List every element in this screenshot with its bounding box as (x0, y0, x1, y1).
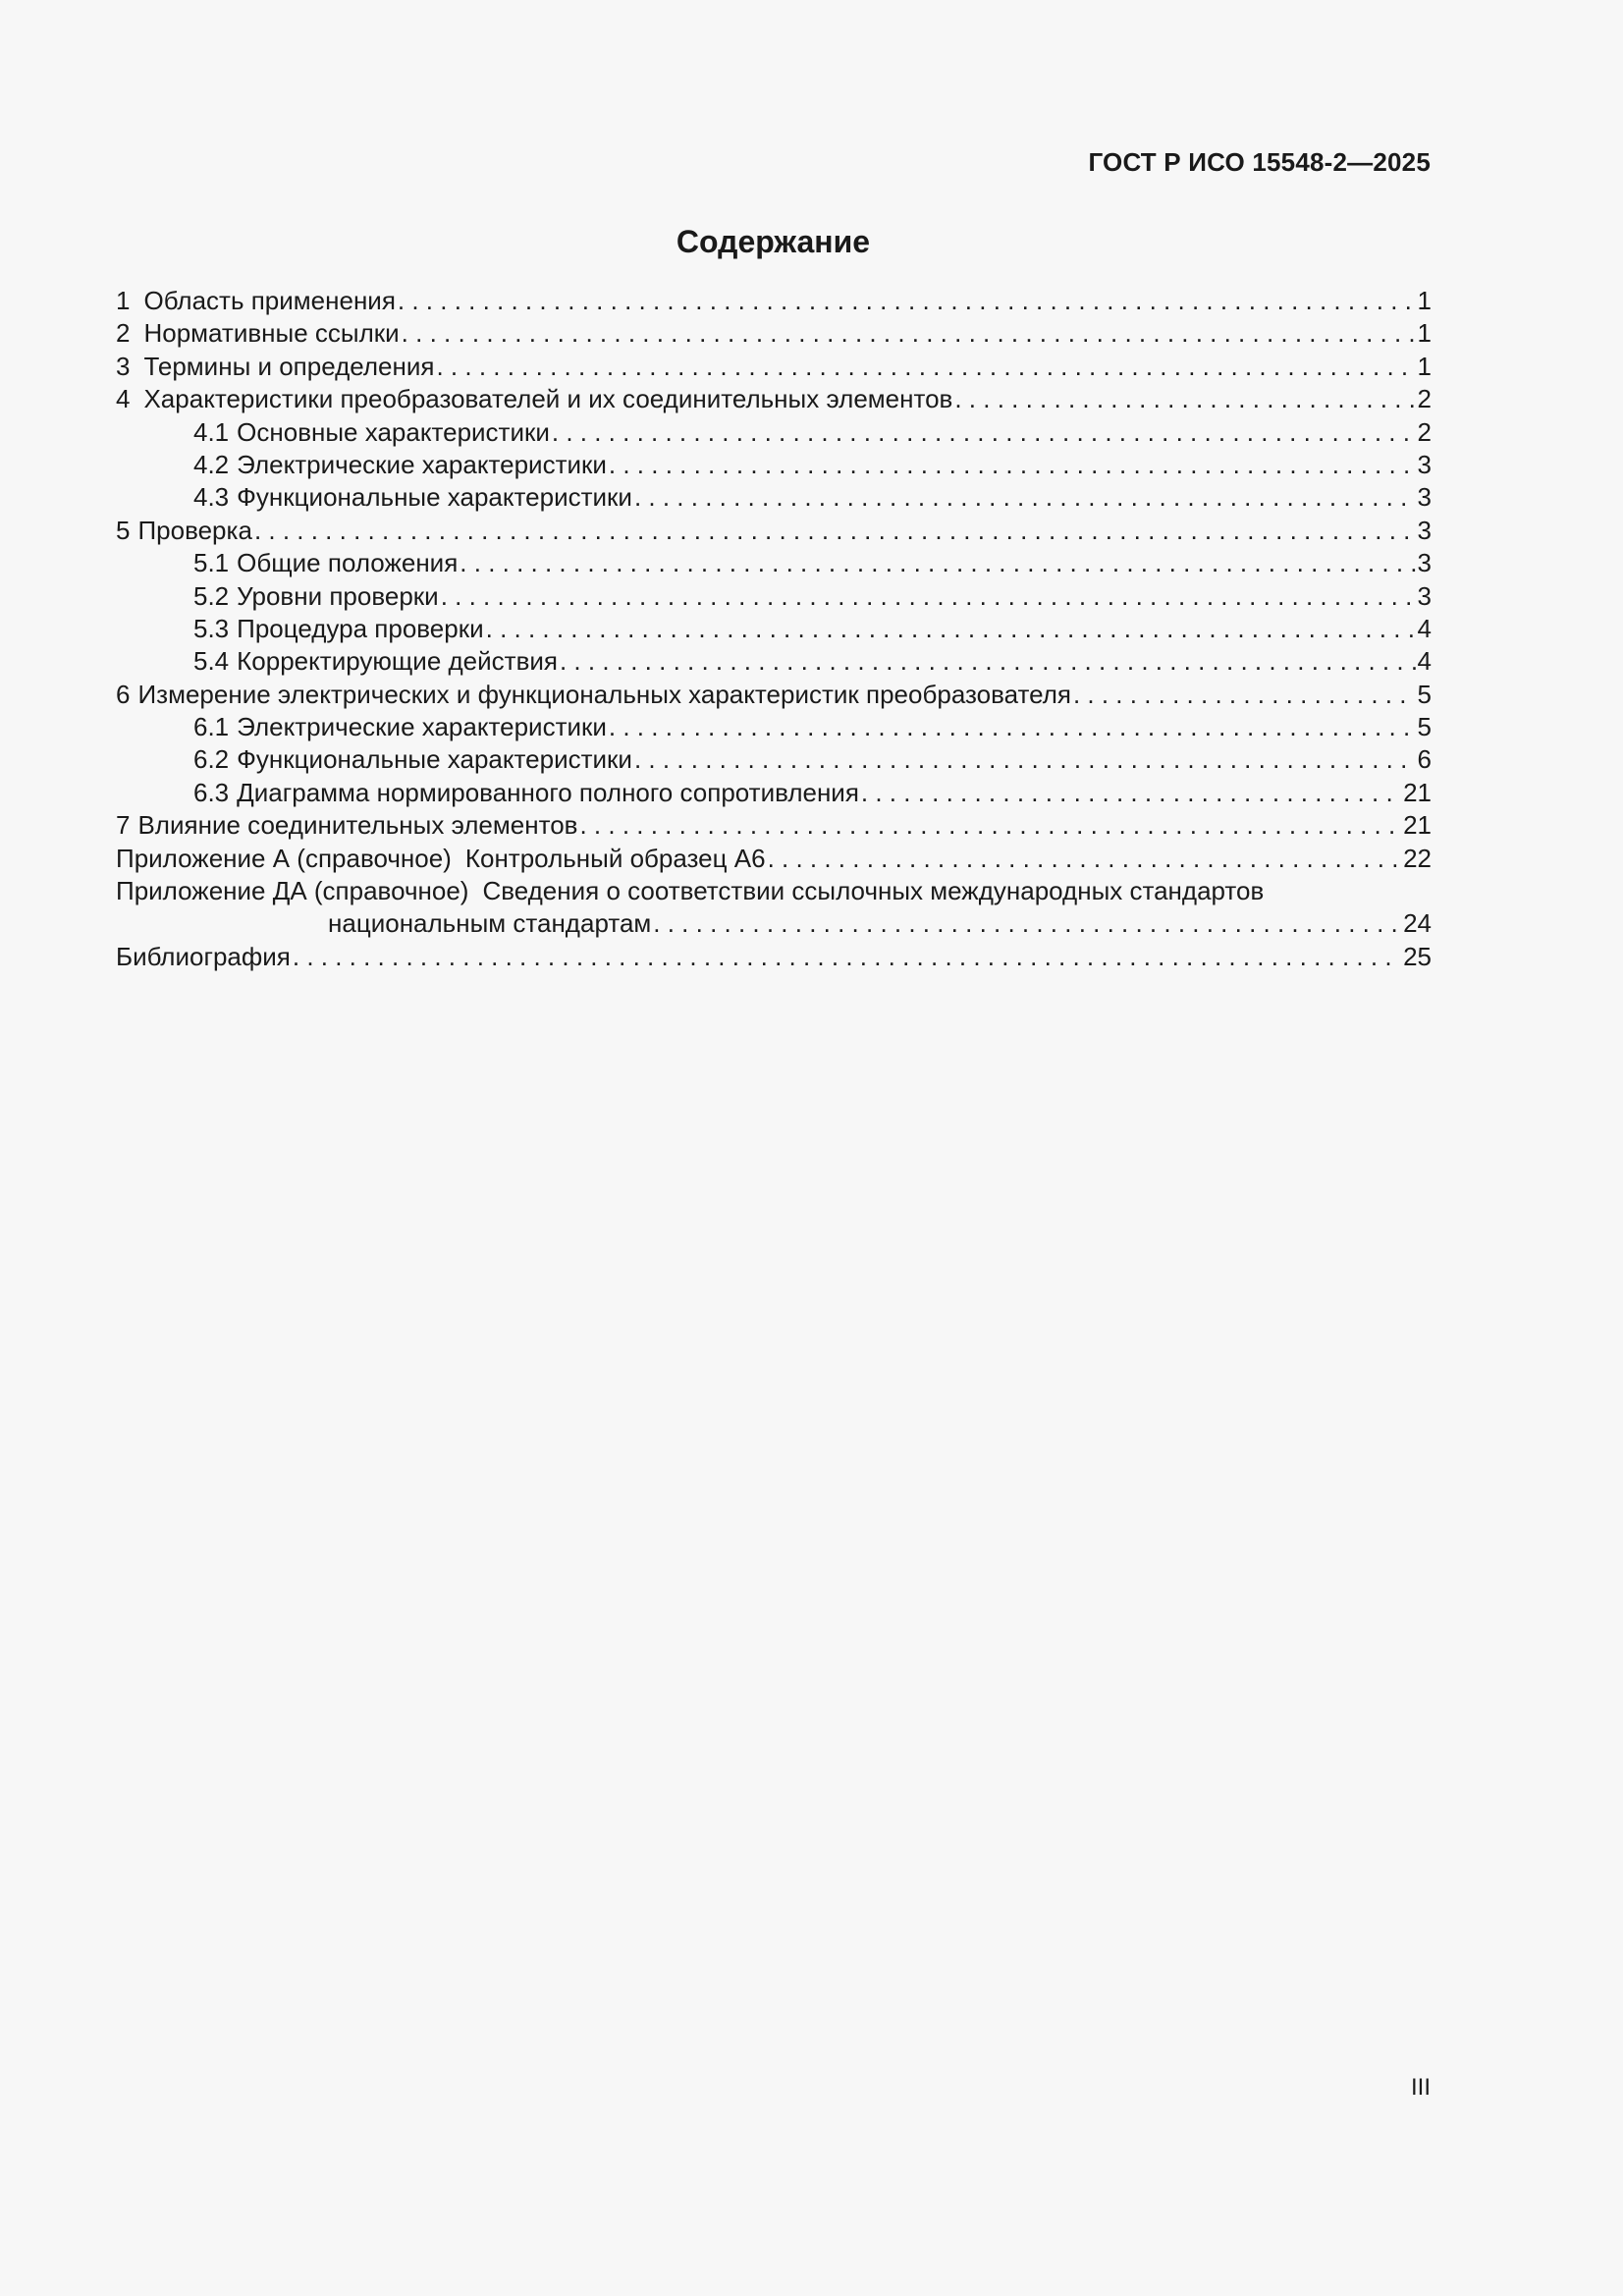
toc-entry-page: 24 (1403, 908, 1432, 939)
toc-leader-dots (254, 515, 1416, 547)
toc-entry-number: 6.1 (193, 712, 230, 742)
toc-entry-number: 3 (116, 351, 131, 381)
toc-entry-continuation[interactable] (116, 907, 1432, 940)
toc-entry[interactable] (116, 711, 1432, 743)
toc-entry-label: Характеристики преобразователей и их соединительных элементов (143, 384, 953, 414)
toc-entry-appendix-da[interactable] (116, 875, 1432, 907)
toc-entry[interactable] (116, 743, 1432, 776)
toc-entry-page: 3 (1417, 580, 1432, 611)
document-id: ГОСТ Р ИСО 15548-2—2025 (1088, 147, 1431, 177)
toc-entry[interactable] (116, 613, 1432, 645)
toc-entry-number: 4 (116, 384, 131, 414)
toc-leader-dots (634, 743, 1416, 776)
toc-entry[interactable] (116, 317, 1432, 350)
toc-leader-dots (609, 711, 1416, 743)
toc-entry[interactable] (116, 777, 1432, 809)
page-number: III (1410, 2074, 1431, 2101)
table-of-contents (116, 285, 1432, 973)
toc-leader-dots (293, 941, 1401, 973)
toc-entry-number: 4.1 (193, 416, 230, 447)
toc-entry-page: 4 (1417, 646, 1432, 677)
toc-entry[interactable] (116, 580, 1432, 613)
toc-leader-dots (609, 449, 1416, 481)
toc-entry[interactable] (116, 449, 1432, 481)
toc-entry-label: Уровни проверки (237, 580, 439, 611)
toc-entry-number: 5.1 (193, 548, 230, 578)
toc-leader-dots (460, 547, 1415, 579)
toc-entry-page: 25 (1403, 941, 1432, 971)
toc-entry-label: Контрольный образец А6 (464, 843, 766, 873)
toc-entry-number: 1 (116, 286, 131, 315)
toc-leader-dots (552, 416, 1416, 449)
toc-leader-dots (579, 809, 1401, 842)
toc-entry-label: Проверка (137, 515, 252, 545)
toc-entry-page: 6 (1417, 744, 1432, 775)
toc-entry[interactable] (116, 481, 1432, 514)
toc-entry-number: 7 (116, 810, 131, 841)
toc-entry-label: Функциональные характеристики (237, 744, 632, 775)
toc-entry-label: Основные характеристики (237, 416, 550, 447)
toc-entry-number: 6 (116, 679, 131, 709)
toc-entry-page: 4 (1417, 613, 1432, 643)
toc-entry-label: национальным стандартам (328, 908, 652, 939)
toc-leader-dots (861, 777, 1401, 809)
toc-leader-dots (1073, 679, 1416, 711)
toc-entry[interactable] (116, 547, 1432, 579)
toc-title: Содержание (676, 224, 871, 259)
toc-entry[interactable] (116, 515, 1432, 547)
toc-entry-label: Библиография (116, 941, 291, 971)
toc-entry-page: 3 (1417, 482, 1432, 513)
toc-entry-bibliography[interactable] (116, 941, 1432, 973)
toc-entry-label: Электрические характеристики (237, 712, 607, 742)
toc-entry-number: 5.2 (193, 580, 230, 611)
toc-leader-dots (441, 580, 1416, 613)
toc-entry-number: Приложение А (справочное) (116, 843, 452, 873)
toc-entry-label: Измерение электрических и функциональных характеристик преобразователя (137, 679, 1071, 709)
toc-entry[interactable] (116, 679, 1432, 711)
toc-entry-page: 5 (1417, 712, 1432, 742)
toc-leader-dots (768, 843, 1402, 875)
toc-entry-number: 5.4 (193, 646, 230, 677)
toc-entry-number: 6.3 (193, 777, 230, 807)
toc-leader-dots (486, 613, 1416, 645)
toc-leader-dots (653, 907, 1401, 940)
toc-entry-label: Диаграмма нормированного полного сопротивления (237, 777, 859, 807)
toc-entry-label: Электрические характеристики (237, 449, 607, 479)
toc-entry[interactable] (116, 285, 1432, 317)
toc-entry-label: Термины и определения (143, 351, 435, 381)
toc-entry-page: 21 (1403, 810, 1432, 841)
toc-entry-page: 3 (1417, 548, 1432, 578)
toc-entry-label: Процедура проверки (237, 613, 484, 643)
toc-entry-number: 6.2 (193, 744, 230, 775)
toc-entry[interactable] (116, 416, 1432, 449)
toc-entry-number: 5 (116, 515, 131, 545)
toc-entry-label: Влияние соединительных элементов (137, 810, 578, 841)
toc-leader-dots (954, 383, 1415, 415)
toc-entry-label: Нормативные ссылки (143, 318, 400, 349)
toc-entry-page: 5 (1417, 679, 1432, 709)
toc-entry-label: Корректирующие действия (237, 646, 558, 677)
toc-entry-label: Область применения (143, 286, 396, 315)
toc-entry-page: 21 (1403, 777, 1432, 807)
toc-leader-dots (634, 481, 1416, 514)
toc-entry-page: 3 (1417, 449, 1432, 479)
toc-entry-number: Приложение ДА (справочное) (116, 876, 469, 906)
toc-leader-dots (436, 351, 1415, 383)
toc-entry[interactable] (116, 383, 1432, 415)
toc-entry[interactable] (116, 809, 1432, 842)
toc-entry-appendix-a[interactable] (116, 843, 1432, 875)
toc-entry-label: Общие положения (237, 548, 459, 578)
toc-entry-label: Сведения о соответствии ссылочных международных стандартов (482, 876, 1265, 906)
toc-entry-page: 22 (1403, 843, 1432, 873)
toc-entry-page: 2 (1417, 416, 1432, 447)
toc-leader-dots (402, 317, 1416, 350)
toc-entry-number: 4.2 (193, 449, 230, 479)
toc-entry[interactable] (116, 645, 1432, 678)
toc-entry-page: 2 (1417, 384, 1432, 414)
toc-entry-page: 3 (1417, 515, 1432, 545)
toc-entry-number: 4.3 (193, 482, 230, 513)
toc-leader-dots (398, 285, 1416, 317)
toc-leader-dots (560, 645, 1416, 678)
toc-entry-number: 5.3 (193, 613, 230, 643)
toc-entry-page: 1 (1417, 318, 1432, 349)
toc-entry-label: Функциональные характеристики (237, 482, 632, 513)
toc-entry[interactable] (116, 351, 1432, 383)
toc-entry-page: 1 (1417, 351, 1432, 381)
toc-entry-page: 1 (1417, 286, 1432, 315)
toc-entry-number: 2 (116, 318, 131, 349)
